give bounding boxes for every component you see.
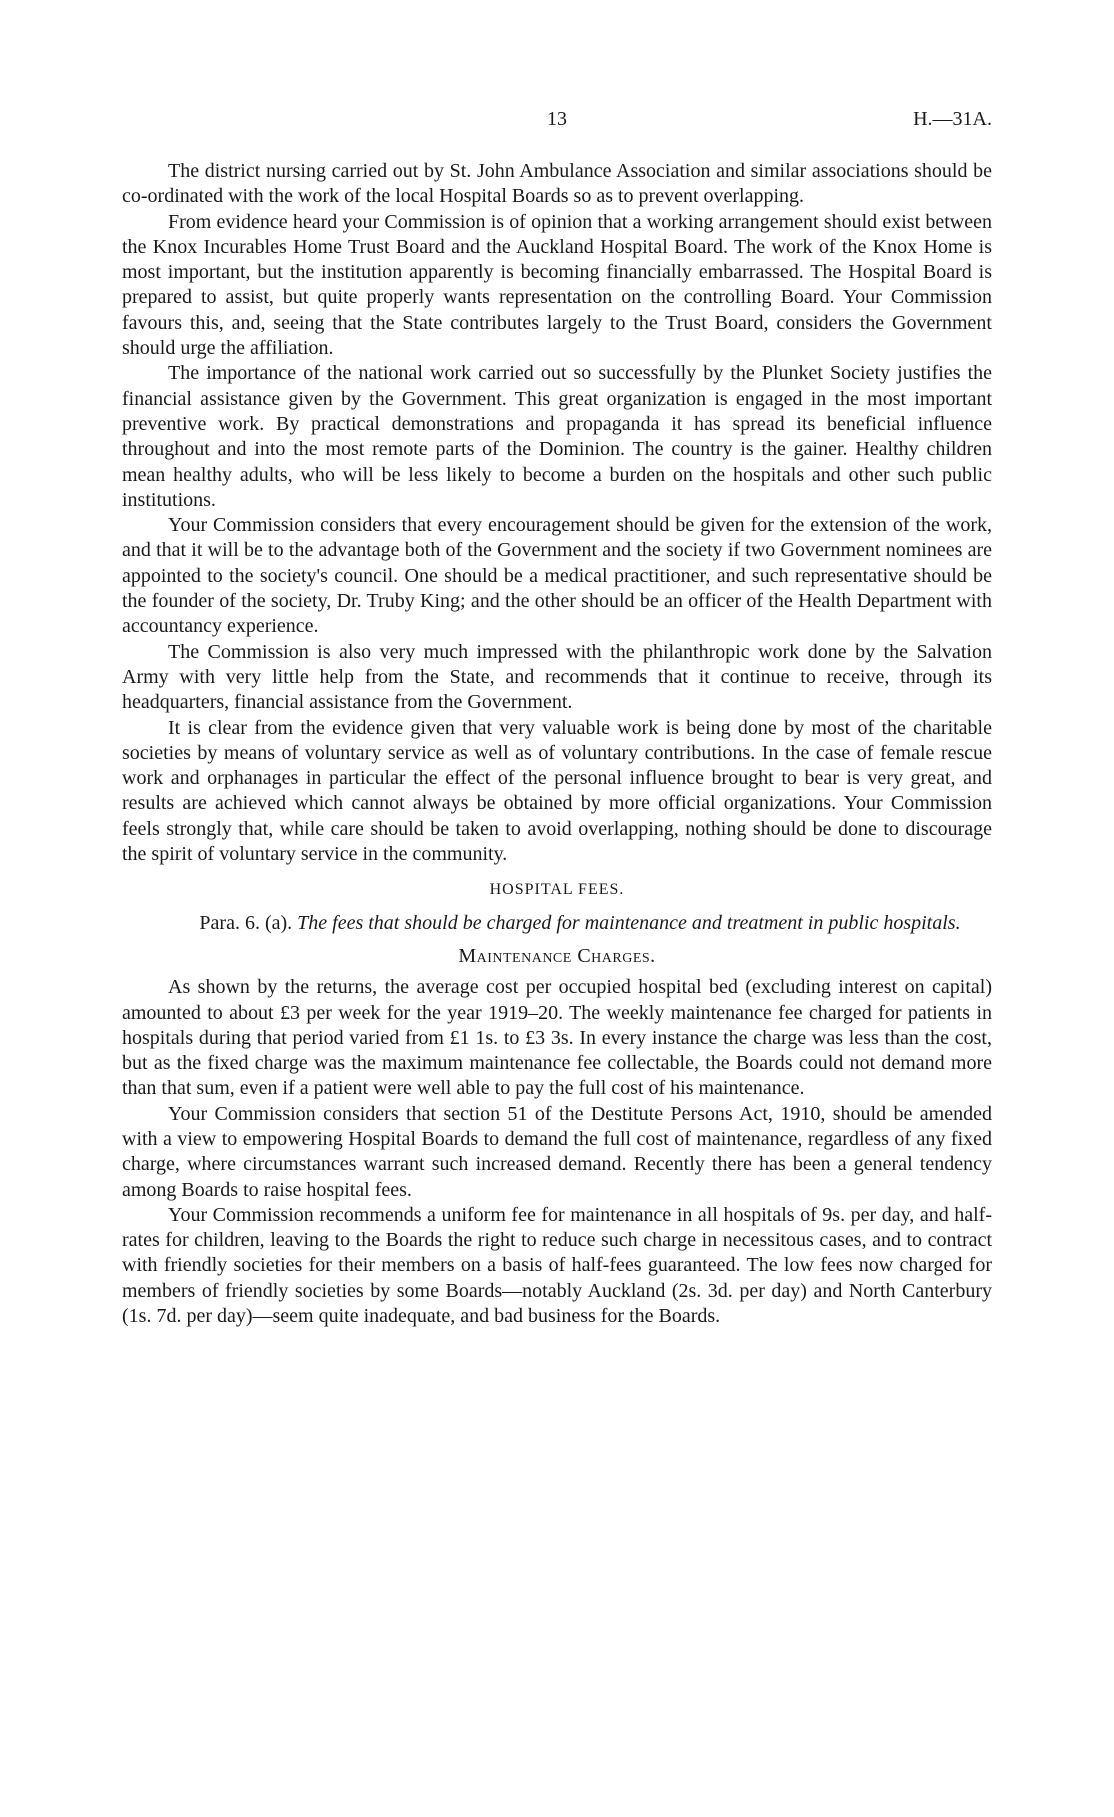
- document-body: [122, 159, 992, 1329]
- page-header: [122, 108, 992, 138]
- paragraph-reference: [122, 911, 992, 936]
- para-ref-label: Para. 6. (a).: [199, 911, 293, 934]
- sub-heading-maintenance-charges: Maintenance Charges.: [458, 944, 656, 967]
- paragraph-salvation-army: The Commission is also very much impressed with the philanthropic work done by the Salvation Army with very little help from the State, and recommends that it continue to receive, through its headquarters, financial assistance from the Government.: [122, 640, 992, 714]
- paragraph-average-cost: As shown by the returns, the average cost per occupied hospital bed (excluding interest on capital) amounted to about £3 per week for the year 1919–20. The weekly maintenance fee charged for patients in hospitals during that period varied from £1 1s. to £3 3s. In every instance the charge was less than the cost, but as the fixed charge was the maximum maintenance fee collectable, the Boards could not demand more than that sum, even if a patient were well able to pay the full cost of his maintenance.: [122, 976, 992, 1100]
- para-ref-topic: The fees that should be charged for maintenance and treatment in public hospitals.: [297, 911, 961, 934]
- paragraph-plunket-society: The importance of the national work carried out so successfully by the Plunket Society justifies the financial assistance given by the Government. This great organization is engaged in the most important preventive work. By practical demonstrations and propaganda it has spread its beneficial influence throughout and into the most remote parts of the Dominion. The country is the gainer. Healthy children mean healthy adults, who will be less likely to become a burden on the hospitals and other such public institutions.: [122, 362, 992, 511]
- paragraph-uniform-fee: Your Commission recommends a uniform fee for maintenance in all hospitals of 9s. per day, and half-rates for children, leaving to the Boards the right to reduce such charge in necessitous cases, and to contract with friendly societies for their members on a basis of half-fees guaranteed. The low fees now charged for members of friendly societies by some Boards—notably Auckland (2s. 3d. per day) and North Canterbury (1s. 7d. per day)—seem quite inadequate, and bad business for the Boards.: [122, 1203, 992, 1328]
- document-reference: H.—31A.: [913, 108, 992, 130]
- paragraph-district-nursing: The district nursing carried out by St. John Ambulance Association and similar associations should be co-ordinated with the work of the local Hospital Boards so as to prevent overlapping.: [122, 160, 992, 208]
- paragraph-destitute-persons-act: Your Commission considers that section 51 of the Destitute Persons Act, 1910, should be amended with a view to empowering Hospital Boards to demand the full cost of maintenance, regardless of any fixed charge, where circumstances warrant such increased demand. Recently there has been a general tendency among Boards to raise hospital fees.: [122, 1102, 992, 1201]
- paragraph-knox-home: From evidence heard your Commission is of opinion that a working arrangement should exist between the Knox Incurables Home Trust Board and the Auckland Hospital Board. The work of the Knox Home is most important, but the institution apparently is becoming financially embarrassed. The Hospital Board is prepared to assist, but quite properly wants representation on the controlling Board. Your Commission favours this, and, seeing that the State contributes largely to the Trust Board, considers the Government should urge the affiliation.: [122, 210, 992, 360]
- page-number: 13: [547, 108, 567, 130]
- paragraph-voluntary-service: It is clear from the evidence given that very valuable work is being done by most of the charitable societies by means of voluntary service as well as of voluntary contributions. In the case of female rescue work and orphanages in particular the effect of the personal influence brought to bear is very great, and results are achieved which cannot always be obtained by more official organizations. Your Commission feels strongly that, while care should be taken to avoid overlapping, nothing should be done to discourage the spirit of voluntary service in the community.: [122, 716, 992, 866]
- paragraph-encouragement: Your Commission considers that every encouragement should be given for the extension of the work, and that it will be to the advantage both of the Government and the society if two Government nominees are appointed to the society's council. One should be a medical practitioner, and such representative should be the founder of the society, Dr. Truby King; and the other should be an officer of the Health Department with accountancy experience.: [122, 514, 992, 638]
- section-heading-hospital-fees: HOSPITAL FEES.: [489, 881, 625, 899]
